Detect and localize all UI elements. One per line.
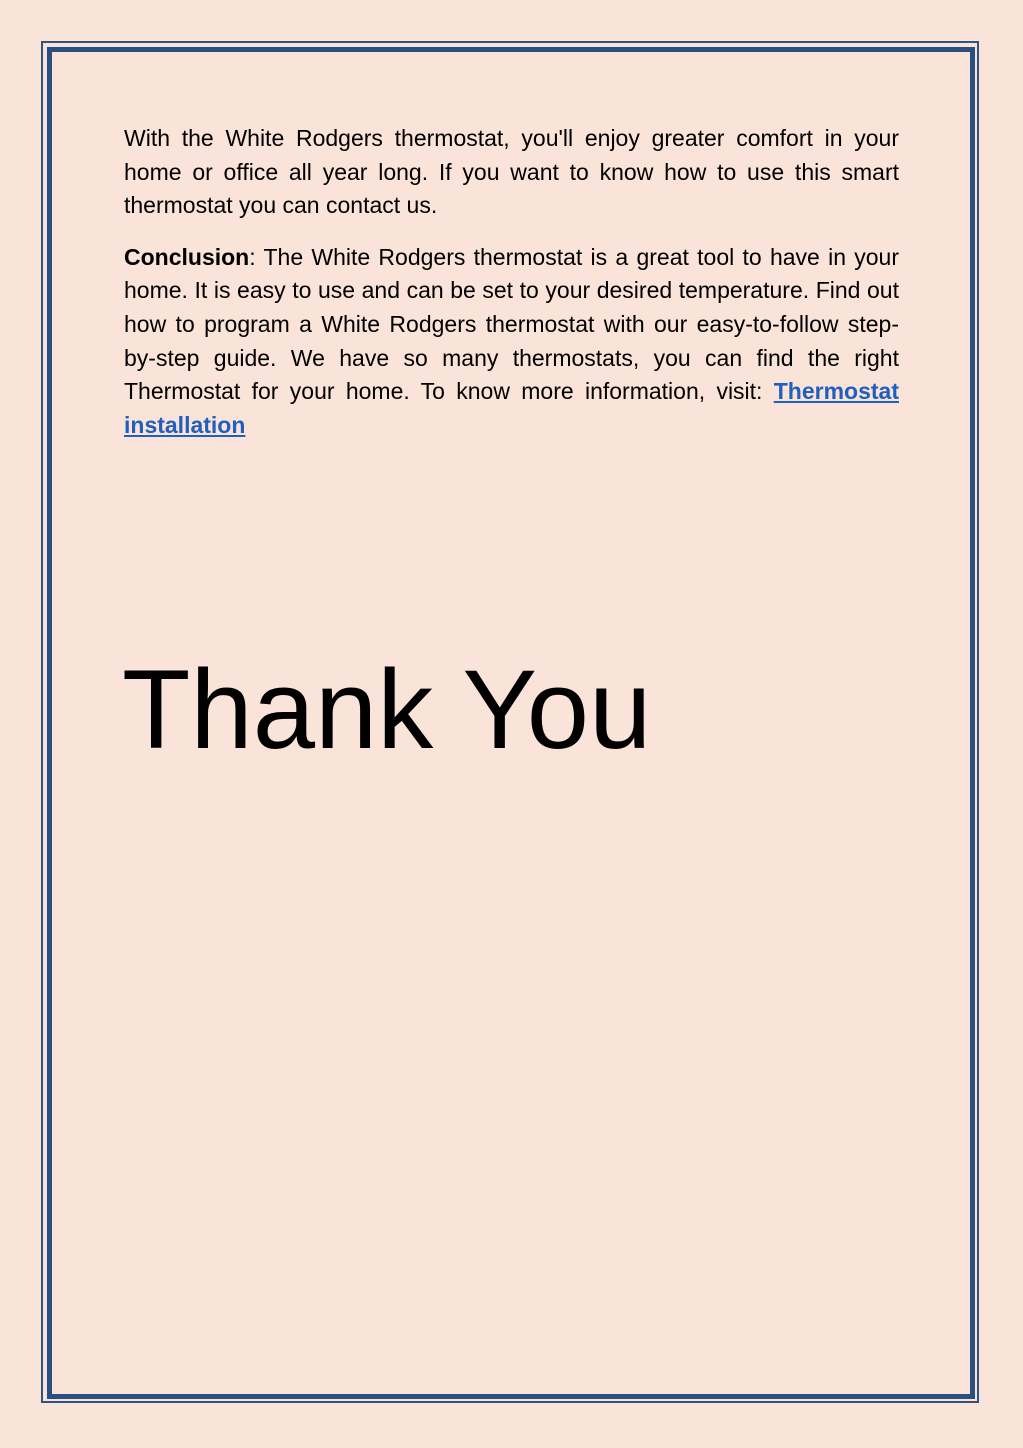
conclusion-paragraph xyxy=(124,241,899,443)
document-body xyxy=(124,122,899,442)
closing-heading: Thank You xyxy=(122,647,652,772)
intro-paragraph: With the White Rodgers thermostat, you'll enjoy greater comfort in your home or office all year long. If you want to know how to use this smart thermostat you can contact us. xyxy=(124,125,899,219)
thermostat-installation-link[interactable]: Thermostat installation xyxy=(124,378,899,438)
conclusion-label: Conclusion xyxy=(124,243,250,270)
conclusion-text: The White Rodgers thermostat is a great tool to have in your home. It is easy to use and can be set to your desired temperature. Find out how to program a White Rodgers thermostat with our easy-to-follow step-by-step guide. We have so many thermostats, you can find the right Thermostat for your home. To know more information, visit: xyxy=(124,243,899,405)
conclusion-separator: : xyxy=(249,243,256,270)
